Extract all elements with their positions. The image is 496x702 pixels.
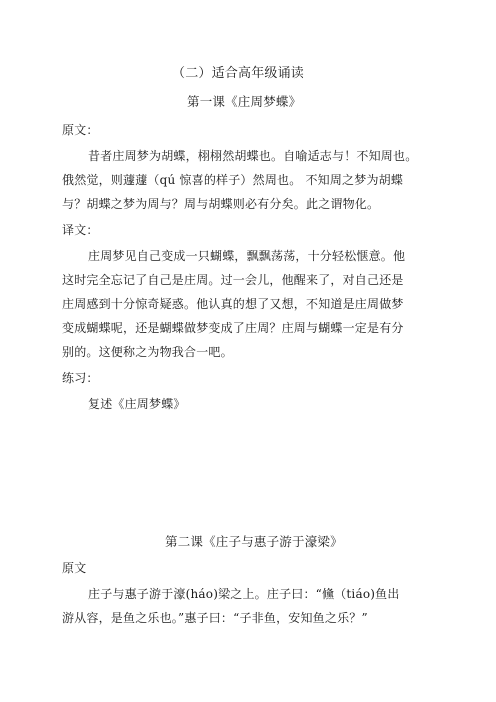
lesson1-translation-line: 庄周感到十分惊奇疑惑。他认真的想了又想，不知道是庄周做梦 bbox=[62, 297, 404, 311]
lesson1-translation-line: 变成蝴蝶呢，还是蝴蝶做梦变成了庄周？庄周与蝴蝶一定是有分 bbox=[62, 321, 404, 335]
lesson1-translation-label: 译文： bbox=[62, 223, 99, 237]
lesson2-original-line: 庄子与惠子游于濠(háo)梁之上。庄子曰：“儵（tiáo)鱼出 bbox=[88, 587, 400, 601]
lesson1-exercise-text: 复述《庄周梦蝶》 bbox=[88, 397, 186, 411]
lesson2-original-label: 原文 bbox=[62, 561, 87, 575]
lesson1-original-line: 俄然觉，则蘧蘧（qú 惊喜的样子）然周也。 不知周之梦为胡蝶 bbox=[62, 173, 404, 187]
lesson1-translation-line: 这时完全忘记了自己是庄周。过一会儿，他醒来了，对自己还是 bbox=[62, 273, 404, 287]
section-heading: （二）适合高年级诵读 bbox=[172, 66, 305, 81]
lesson1-original-label: 原文： bbox=[62, 123, 99, 137]
lesson2-title: 第二课《庄子与惠子游于濠梁》 bbox=[165, 534, 343, 549]
lesson1-exercise-label: 练习： bbox=[62, 371, 99, 385]
lesson1-title: 第一课《庄周梦蝶》 bbox=[187, 94, 302, 109]
lesson1-translation-line: 别的。这便称之为物我合一吧。 bbox=[62, 345, 233, 359]
lesson2-original-line: 游从容，是鱼之乐也。”惠子曰：“子非鱼，安知鱼之乐？” bbox=[62, 611, 368, 625]
lesson1-original-line: 与？胡蝶之梦为周与？周与胡蝶则必有分矣。此之谓物化。 bbox=[62, 197, 380, 211]
lesson1-original-line: 昔者庄周梦为胡蝶，栩栩然胡蝶也。自喻适志与！不知周也。 bbox=[88, 149, 418, 163]
lesson1-translation-line: 庄周梦见自己变成一只蝴蝶，飘飘荡荡，十分轻松惬意。他 bbox=[88, 249, 406, 263]
